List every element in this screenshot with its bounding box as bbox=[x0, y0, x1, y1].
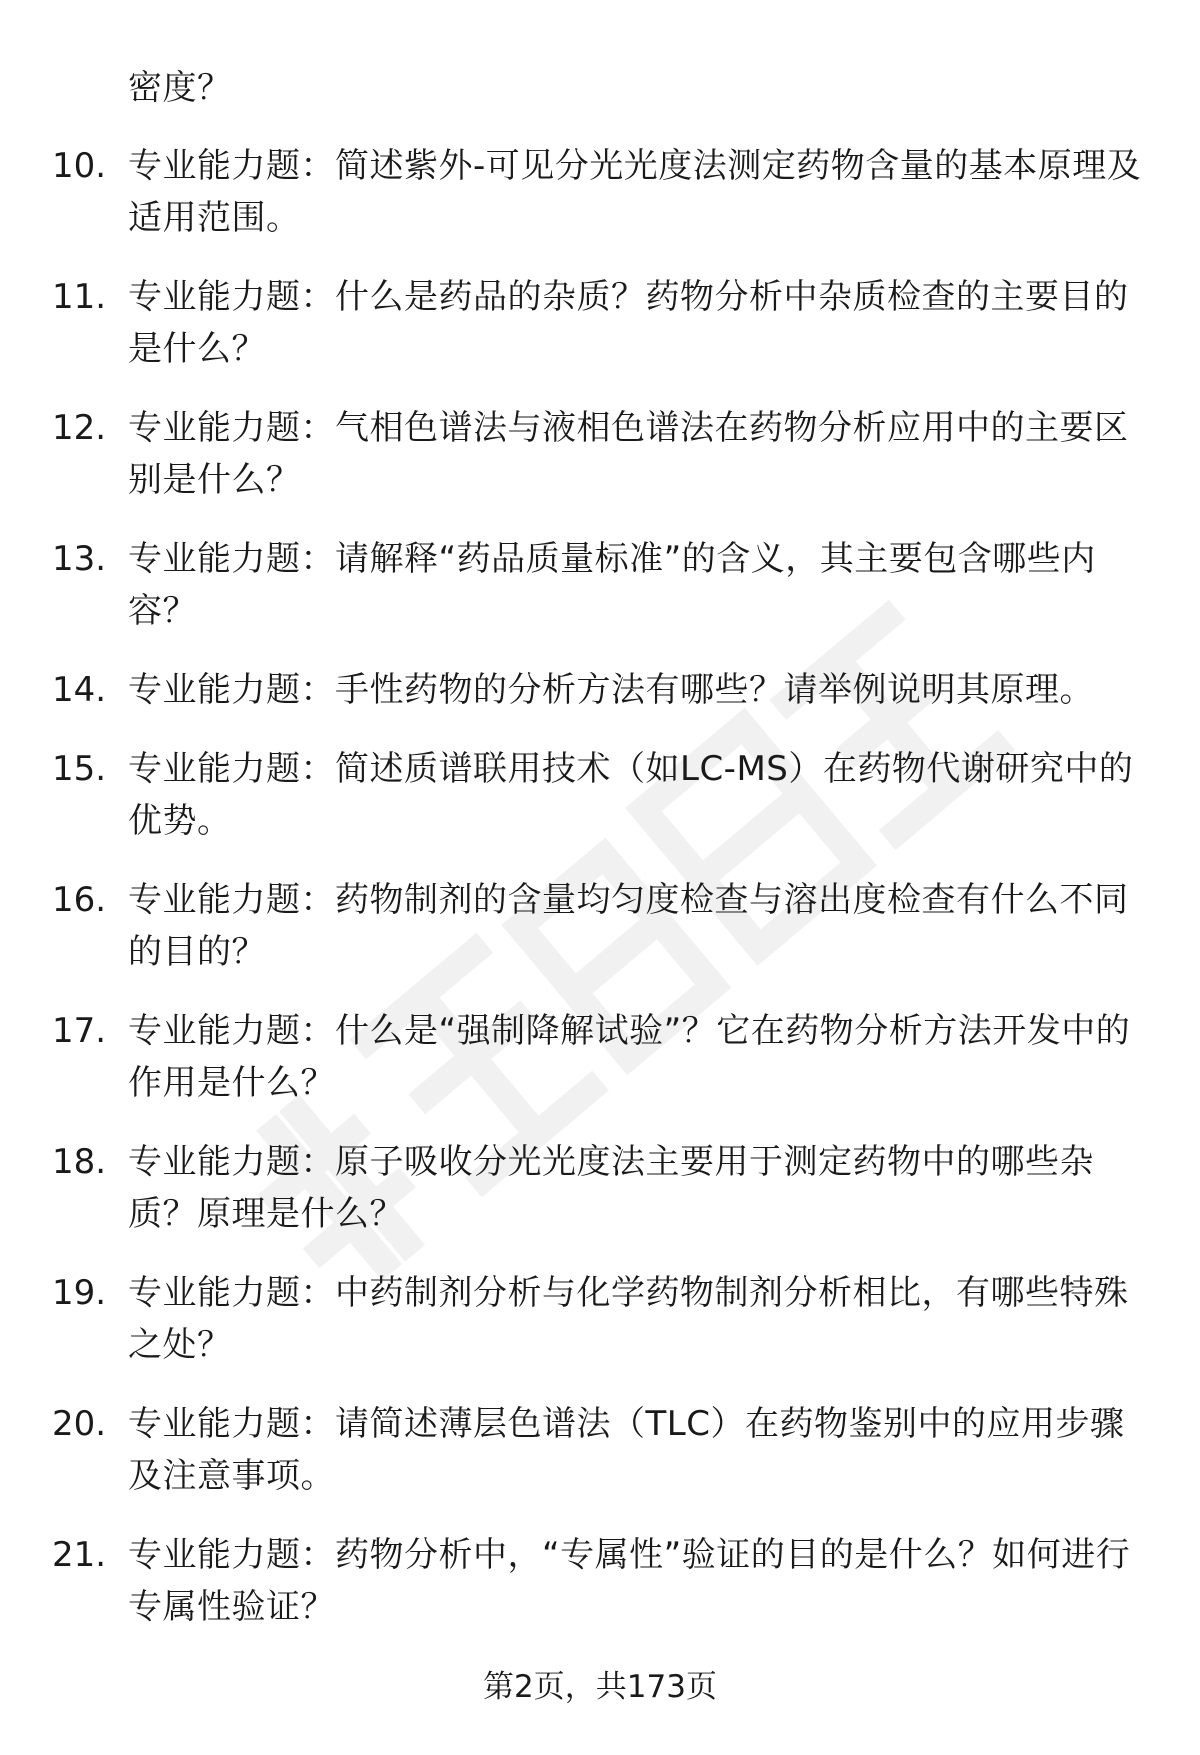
question-item bbox=[0, 1398, 1200, 1529]
question-number: 17. bbox=[52, 1011, 107, 1051]
question-text: 专业能力题：药物分析中，“专属性”验证的目的是什么？如何进行专属性验证？ bbox=[128, 1535, 1131, 1627]
question-number: 10. bbox=[52, 146, 107, 186]
question-item bbox=[0, 1529, 1200, 1660]
question-text: 专业能力题：中药制剂分析与化学药物制剂分析相比，有哪些特殊之处？ bbox=[128, 1273, 1129, 1365]
question-item bbox=[0, 664, 1200, 743]
question-text: 专业能力题：请简述薄层色谱法（TLC）在药物鉴别中的应用步骤及注意事项。 bbox=[128, 1404, 1125, 1496]
question-text: 专业能力题：气相色谱法与液相色谱法在药物分析应用中的主要区别是什么？ bbox=[128, 408, 1129, 500]
page-number-label: 第2页，共173页 bbox=[483, 1669, 717, 1705]
question-text: 专业能力题：简述质谱联用技术（如LC-MS）在药物代谢研究中的优势。 bbox=[128, 749, 1134, 841]
question-number: 20. bbox=[52, 1404, 107, 1444]
question-item bbox=[0, 402, 1200, 533]
question-number: 12. bbox=[52, 408, 107, 448]
question-number: 19. bbox=[52, 1273, 107, 1313]
question-list bbox=[0, 140, 1200, 1660]
question-item bbox=[0, 533, 1200, 664]
question-item bbox=[0, 874, 1200, 1005]
question-number: 11. bbox=[52, 277, 107, 317]
question-item bbox=[0, 743, 1200, 874]
question-text: 专业能力题：药物制剂的含量均匀度检查与溶出度检查有什么不同的目的？ bbox=[128, 880, 1129, 972]
question-item bbox=[0, 1005, 1200, 1136]
question-item bbox=[0, 271, 1200, 402]
question-text: 专业能力题：什么是“强制降解试验”？它在药物分析方法开发中的作用是什么？ bbox=[128, 1011, 1131, 1103]
question-text: 专业能力题：什么是药品的杂质？药物分析中杂质检查的主要目的是什么？ bbox=[128, 277, 1129, 369]
question-text: 专业能力题：简述紫外-可见分光光度法测定药物含量的基本原理及适用范围。 bbox=[128, 146, 1142, 238]
question-text: 专业能力题：请解释“药品质量标准”的含义，其主要包含哪些内容？ bbox=[128, 539, 1096, 631]
page-footer bbox=[0, 1664, 1200, 1710]
question-item bbox=[0, 1267, 1200, 1398]
question-item bbox=[0, 1136, 1200, 1267]
question-number: 15. bbox=[52, 749, 107, 789]
question-number: 13. bbox=[52, 539, 107, 579]
question-text: 专业能力题：手性药物的分析方法有哪些？请举例说明其原理。 bbox=[128, 670, 1094, 710]
question-number: 18. bbox=[52, 1142, 107, 1182]
continued-question-text: 密度？ bbox=[128, 68, 232, 108]
question-number: 14. bbox=[52, 670, 107, 710]
question-item bbox=[0, 140, 1200, 271]
question-number: 21. bbox=[52, 1535, 107, 1575]
question-text: 专业能力题：原子吸收分光光度法主要用于测定药物中的哪些杂质？原理是什么？ bbox=[128, 1142, 1094, 1234]
question-number: 16. bbox=[52, 880, 107, 920]
